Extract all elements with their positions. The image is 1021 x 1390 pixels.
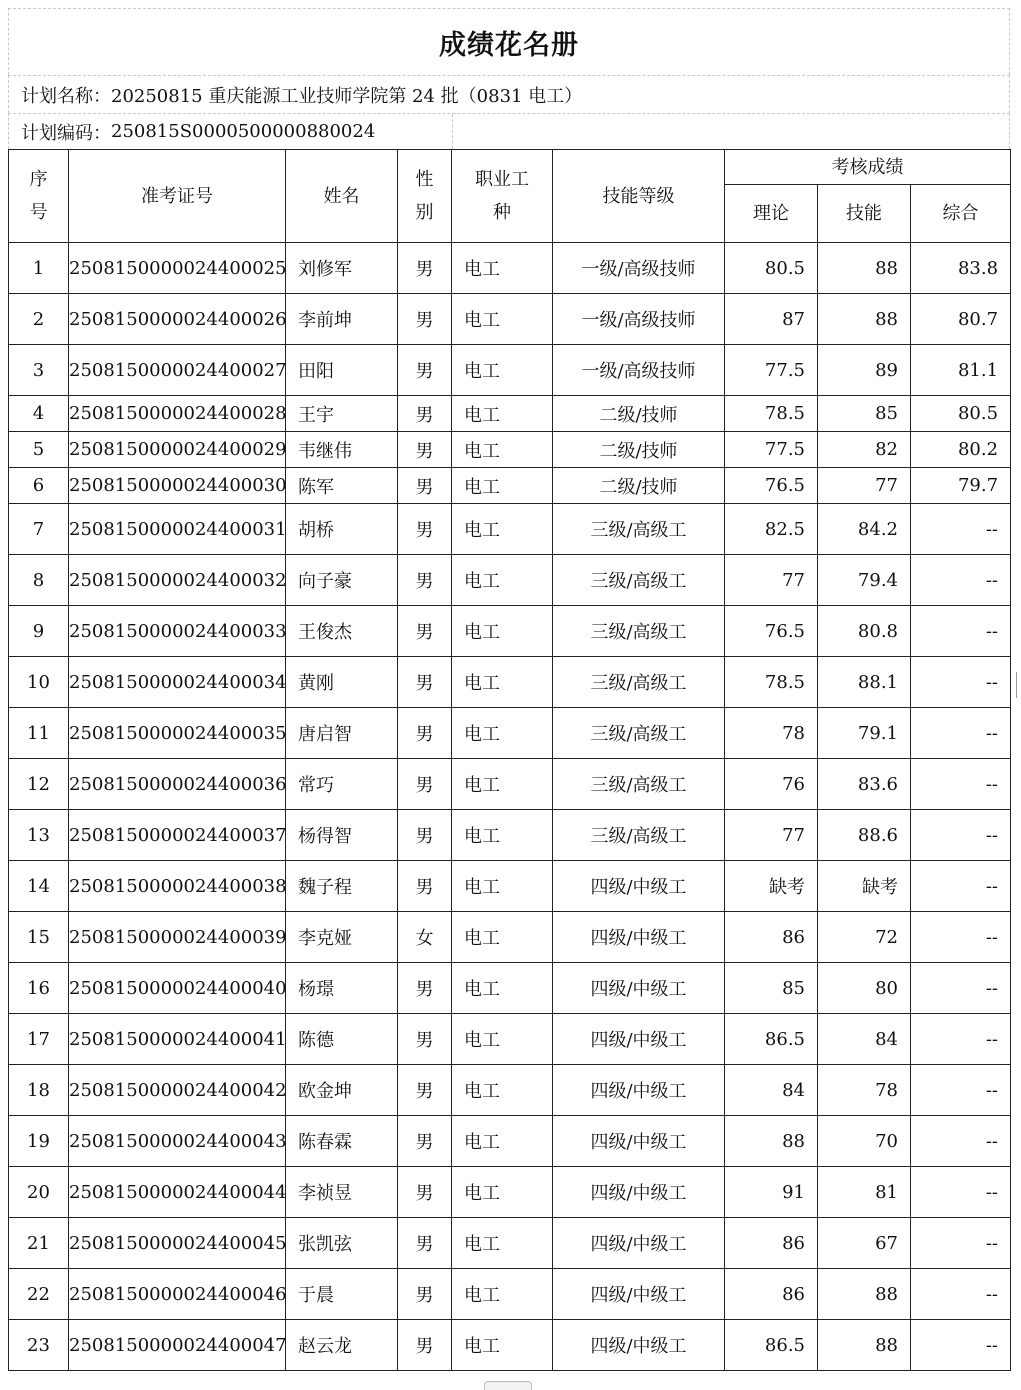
cell-name: 刘修军 (286, 243, 398, 294)
cell-job: 电工 (452, 708, 553, 759)
table-row (9, 963, 1011, 1014)
cell-theory: 76.5 (725, 606, 818, 657)
cell-skill: 88 (818, 294, 911, 345)
cell-gender: 男 (398, 1269, 452, 1320)
table-row (9, 657, 1011, 708)
cell-skill: 89 (818, 345, 911, 396)
cell-total: 83.8 (911, 243, 1011, 294)
cell-job: 电工 (452, 243, 553, 294)
cell-gender: 男 (398, 1218, 452, 1269)
cell-gender: 男 (398, 1167, 452, 1218)
cell-seq: 23 (9, 1320, 69, 1371)
sheet-tab-handle[interactable] (484, 1381, 532, 1390)
cell-gender: 男 (398, 396, 452, 432)
cell-seq: 11 (9, 708, 69, 759)
cell-ticket: 2508150000024400046 (69, 1269, 286, 1320)
cell-name: 胡桥 (286, 504, 398, 555)
cell-name: 陈德 (286, 1014, 398, 1065)
cell-level: 四级/中级工 (553, 861, 725, 912)
cell-theory: 77.5 (725, 345, 818, 396)
table-row (9, 861, 1011, 912)
cell-name: 黄刚 (286, 657, 398, 708)
cell-total: -- (911, 1320, 1011, 1371)
cell-theory: 85 (725, 963, 818, 1014)
cell-total: -- (911, 1116, 1011, 1167)
cell-ticket: 2508150000024400034 (69, 657, 286, 708)
cell-job: 电工 (452, 396, 553, 432)
cell-skill: 72 (818, 912, 911, 963)
cell-level: 二级/技师 (553, 396, 725, 432)
cell-total: -- (911, 1218, 1011, 1269)
score-table-body (9, 243, 1011, 1371)
cell-ticket: 2508150000024400043 (69, 1116, 286, 1167)
cell-theory: 91 (725, 1167, 818, 1218)
plan-code-label: 计划编码： (21, 122, 111, 144)
cell-ticket: 2508150000024400036 (69, 759, 286, 810)
cell-gender: 男 (398, 1116, 452, 1167)
cell-gender: 男 (398, 708, 452, 759)
cell-theory: 77.5 (725, 432, 818, 468)
cell-job: 电工 (452, 963, 553, 1014)
cell-skill: 79.1 (818, 708, 911, 759)
cell-level: 一级/高级技师 (553, 294, 725, 345)
cell-job: 电工 (452, 1269, 553, 1320)
cell-total: -- (911, 555, 1011, 606)
cell-seq: 1 (9, 243, 69, 294)
cell-ticket: 2508150000024400030 (69, 468, 286, 504)
cell-name: 李克娅 (286, 912, 398, 963)
cell-skill: 70 (818, 1116, 911, 1167)
cell-level: 三级/高级工 (553, 555, 725, 606)
cell-gender: 男 (398, 504, 452, 555)
cell-skill: 80 (818, 963, 911, 1014)
cell-job: 电工 (452, 657, 553, 708)
cell-ticket: 2508150000024400038 (69, 861, 286, 912)
cell-gender: 男 (398, 963, 452, 1014)
cell-seq: 2 (9, 294, 69, 345)
table-row (9, 1065, 1011, 1116)
cell-level: 四级/中级工 (553, 1116, 725, 1167)
cell-total: 80.7 (911, 294, 1011, 345)
cell-name: 魏子程 (286, 861, 398, 912)
table-row (9, 606, 1011, 657)
cell-skill: 88 (818, 243, 911, 294)
cell-name: 李前坤 (286, 294, 398, 345)
cell-job: 电工 (452, 912, 553, 963)
cell-total: -- (911, 504, 1011, 555)
table-row (9, 432, 1011, 468)
title-row (8, 8, 1010, 75)
table-row (9, 1320, 1011, 1371)
cell-skill: 79.4 (818, 555, 911, 606)
table-row (9, 1218, 1011, 1269)
cell-seq: 7 (9, 504, 69, 555)
header-total: 综合 (911, 185, 1011, 243)
cell-job: 电工 (452, 810, 553, 861)
cell-level: 一级/高级技师 (553, 243, 725, 294)
plan-name-label: 计划名称： (21, 85, 111, 107)
gridline-divider (452, 114, 453, 149)
cell-gender: 男 (398, 1320, 452, 1371)
cell-gender: 男 (398, 294, 452, 345)
cell-level: 三级/高级工 (553, 810, 725, 861)
cell-theory: 77 (725, 810, 818, 861)
cell-theory: 78 (725, 708, 818, 759)
cell-total: -- (911, 963, 1011, 1014)
cell-skill: 88.6 (818, 810, 911, 861)
cell-name: 王俊杰 (286, 606, 398, 657)
cell-name: 王宇 (286, 396, 398, 432)
cell-ticket: 2508150000024400047 (69, 1320, 286, 1371)
cell-total: -- (911, 657, 1011, 708)
header-theory: 理论 (725, 185, 818, 243)
header-gender (398, 150, 452, 243)
cell-total: 80.5 (911, 396, 1011, 432)
cell-name: 张凯弦 (286, 1218, 398, 1269)
cell-skill: 82 (818, 432, 911, 468)
cell-job: 电工 (452, 861, 553, 912)
scroll-marker (1016, 672, 1020, 698)
cell-gender: 男 (398, 555, 452, 606)
cell-job: 电工 (452, 759, 553, 810)
cell-gender: 男 (398, 810, 452, 861)
cell-gender: 男 (398, 657, 452, 708)
cell-theory: 86.5 (725, 1014, 818, 1065)
table-row (9, 396, 1011, 432)
cell-skill: 88 (818, 1269, 911, 1320)
cell-name: 陈军 (286, 468, 398, 504)
cell-level: 三级/高级工 (553, 708, 725, 759)
cell-ticket: 2508150000024400033 (69, 606, 286, 657)
cell-name: 常巧 (286, 759, 398, 810)
cell-name: 向子豪 (286, 555, 398, 606)
cell-job: 电工 (452, 1320, 553, 1371)
header-text: 性 别 (415, 169, 434, 223)
cell-theory: 88 (725, 1116, 818, 1167)
cell-seq: 21 (9, 1218, 69, 1269)
header-skill: 技能 (818, 185, 911, 243)
score-table (8, 149, 1011, 1371)
header-level: 技能等级 (553, 150, 725, 243)
cell-theory: 82.5 (725, 504, 818, 555)
cell-theory: 77 (725, 555, 818, 606)
table-row (9, 759, 1011, 810)
plan-code-row (8, 113, 1010, 149)
cell-total: -- (911, 1014, 1011, 1065)
header-name: 姓名 (286, 150, 398, 243)
cell-theory: 76 (725, 759, 818, 810)
cell-level: 四级/中级工 (553, 1269, 725, 1320)
cell-seq: 6 (9, 468, 69, 504)
cell-name: 于晨 (286, 1269, 398, 1320)
cell-name: 赵云龙 (286, 1320, 398, 1371)
page-title: 成绩花名册 (439, 29, 579, 61)
cell-name: 唐启智 (286, 708, 398, 759)
cell-ticket: 2508150000024400037 (69, 810, 286, 861)
cell-gender: 男 (398, 345, 452, 396)
cell-theory: 86 (725, 1218, 818, 1269)
cell-seq: 12 (9, 759, 69, 810)
cell-level: 四级/中级工 (553, 1218, 725, 1269)
cell-level: 三级/高级工 (553, 606, 725, 657)
cell-seq: 8 (9, 555, 69, 606)
cell-name: 韦继伟 (286, 432, 398, 468)
cell-total: -- (911, 861, 1011, 912)
cell-level: 四级/中级工 (553, 1320, 725, 1371)
cell-seq: 22 (9, 1269, 69, 1320)
cell-seq: 4 (9, 396, 69, 432)
cell-seq: 5 (9, 432, 69, 468)
header-ticket: 准考证号 (69, 150, 286, 243)
cell-ticket: 2508150000024400039 (69, 912, 286, 963)
cell-ticket: 2508150000024400041 (69, 1014, 286, 1065)
cell-gender: 男 (398, 759, 452, 810)
cell-ticket: 2508150000024400026 (69, 294, 286, 345)
cell-theory: 86.5 (725, 1320, 818, 1371)
cell-level: 三级/高级工 (553, 504, 725, 555)
cell-total: -- (911, 1065, 1011, 1116)
cell-ticket: 2508150000024400035 (69, 708, 286, 759)
table-row (9, 912, 1011, 963)
cell-theory: 80.5 (725, 243, 818, 294)
cell-total: -- (911, 912, 1011, 963)
cell-theory: 78.5 (725, 657, 818, 708)
cell-level: 四级/中级工 (553, 963, 725, 1014)
cell-level: 三级/高级工 (553, 759, 725, 810)
table-row (9, 555, 1011, 606)
cell-total: -- (911, 708, 1011, 759)
cell-ticket: 2508150000024400042 (69, 1065, 286, 1116)
cell-seq: 15 (9, 912, 69, 963)
cell-gender: 男 (398, 1014, 452, 1065)
cell-ticket: 2508150000024400045 (69, 1218, 286, 1269)
cell-gender: 男 (398, 468, 452, 504)
cell-theory: 76.5 (725, 468, 818, 504)
plan-name-row (8, 75, 1010, 113)
table-row (9, 1269, 1011, 1320)
cell-theory: 86 (725, 1269, 818, 1320)
cell-ticket: 2508150000024400040 (69, 963, 286, 1014)
cell-seq: 18 (9, 1065, 69, 1116)
cell-ticket: 2508150000024400029 (69, 432, 286, 468)
cell-job: 电工 (452, 294, 553, 345)
cell-theory: 78.5 (725, 396, 818, 432)
plan-code-value: 250815S0000500000880024 (111, 121, 376, 142)
cell-total: -- (911, 1269, 1011, 1320)
cell-name: 杨得智 (286, 810, 398, 861)
cell-seq: 3 (9, 345, 69, 396)
cell-seq: 10 (9, 657, 69, 708)
header-job (452, 150, 553, 243)
cell-name: 欧金坤 (286, 1065, 398, 1116)
header-text: 职业工 种 (475, 169, 529, 223)
cell-gender: 男 (398, 606, 452, 657)
cell-name: 杨璟 (286, 963, 398, 1014)
cell-name: 田阳 (286, 345, 398, 396)
header-seq (9, 150, 69, 243)
header-score-group: 考核成绩 (725, 150, 1011, 185)
cell-level: 四级/中级工 (553, 1167, 725, 1218)
cell-level: 四级/中级工 (553, 1065, 725, 1116)
cell-skill: 88 (818, 1320, 911, 1371)
cell-job: 电工 (452, 504, 553, 555)
cell-seq: 9 (9, 606, 69, 657)
cell-skill: 83.6 (818, 759, 911, 810)
cell-skill: 缺考 (818, 861, 911, 912)
cell-skill: 84 (818, 1014, 911, 1065)
cell-job: 电工 (452, 1167, 553, 1218)
table-row (9, 1167, 1011, 1218)
table-row (9, 294, 1011, 345)
cell-seq: 13 (9, 810, 69, 861)
cell-job: 电工 (452, 1014, 553, 1065)
cell-total: 80.2 (911, 432, 1011, 468)
cell-theory: 84 (725, 1065, 818, 1116)
cell-ticket: 2508150000024400032 (69, 555, 286, 606)
cell-theory: 86 (725, 912, 818, 963)
cell-job: 电工 (452, 1116, 553, 1167)
cell-gender: 男 (398, 243, 452, 294)
cell-total: -- (911, 759, 1011, 810)
table-row (9, 345, 1011, 396)
score-roster-sheet (8, 8, 1010, 1371)
cell-skill: 85 (818, 396, 911, 432)
cell-total: -- (911, 1167, 1011, 1218)
cell-job: 电工 (452, 468, 553, 504)
cell-ticket: 2508150000024400044 (69, 1167, 286, 1218)
table-row (9, 1014, 1011, 1065)
table-row (9, 1116, 1011, 1167)
cell-skill: 78 (818, 1065, 911, 1116)
cell-level: 二级/技师 (553, 468, 725, 504)
cell-level: 一级/高级技师 (553, 345, 725, 396)
cell-total: 79.7 (911, 468, 1011, 504)
cell-seq: 16 (9, 963, 69, 1014)
cell-seq: 20 (9, 1167, 69, 1218)
cell-job: 电工 (452, 606, 553, 657)
cell-ticket: 2508150000024400031 (69, 504, 286, 555)
table-row (9, 243, 1011, 294)
table-row (9, 708, 1011, 759)
table-row (9, 468, 1011, 504)
cell-name: 李祯昱 (286, 1167, 398, 1218)
cell-job: 电工 (452, 1065, 553, 1116)
cell-skill: 81 (818, 1167, 911, 1218)
cell-job: 电工 (452, 432, 553, 468)
cell-level: 四级/中级工 (553, 1014, 725, 1065)
cell-skill: 77 (818, 468, 911, 504)
cell-ticket: 2508150000024400027 (69, 345, 286, 396)
header-text: 序 号 (29, 169, 48, 223)
cell-skill: 84.2 (818, 504, 911, 555)
cell-gender: 男 (398, 1065, 452, 1116)
cell-seq: 19 (9, 1116, 69, 1167)
cell-ticket: 2508150000024400025 (69, 243, 286, 294)
cell-skill: 67 (818, 1218, 911, 1269)
cell-ticket: 2508150000024400028 (69, 396, 286, 432)
cell-total: -- (911, 810, 1011, 861)
cell-total: 81.1 (911, 345, 1011, 396)
cell-level: 二级/技师 (553, 432, 725, 468)
table-row (9, 810, 1011, 861)
cell-theory: 缺考 (725, 861, 818, 912)
cell-job: 电工 (452, 345, 553, 396)
cell-level: 四级/中级工 (553, 912, 725, 963)
cell-seq: 17 (9, 1014, 69, 1065)
cell-skill: 88.1 (818, 657, 911, 708)
plan-name-value: 20250815 重庆能源工业技师学院第 24 批（0831 电工） (111, 85, 583, 107)
cell-total: -- (911, 606, 1011, 657)
cell-seq: 14 (9, 861, 69, 912)
cell-job: 电工 (452, 1218, 553, 1269)
cell-level: 三级/高级工 (553, 657, 725, 708)
cell-gender: 男 (398, 861, 452, 912)
cell-gender: 女 (398, 912, 452, 963)
cell-skill: 80.8 (818, 606, 911, 657)
cell-name: 陈春霖 (286, 1116, 398, 1167)
table-row (9, 504, 1011, 555)
cell-job: 电工 (452, 555, 553, 606)
cell-gender: 男 (398, 432, 452, 468)
cell-theory: 87 (725, 294, 818, 345)
